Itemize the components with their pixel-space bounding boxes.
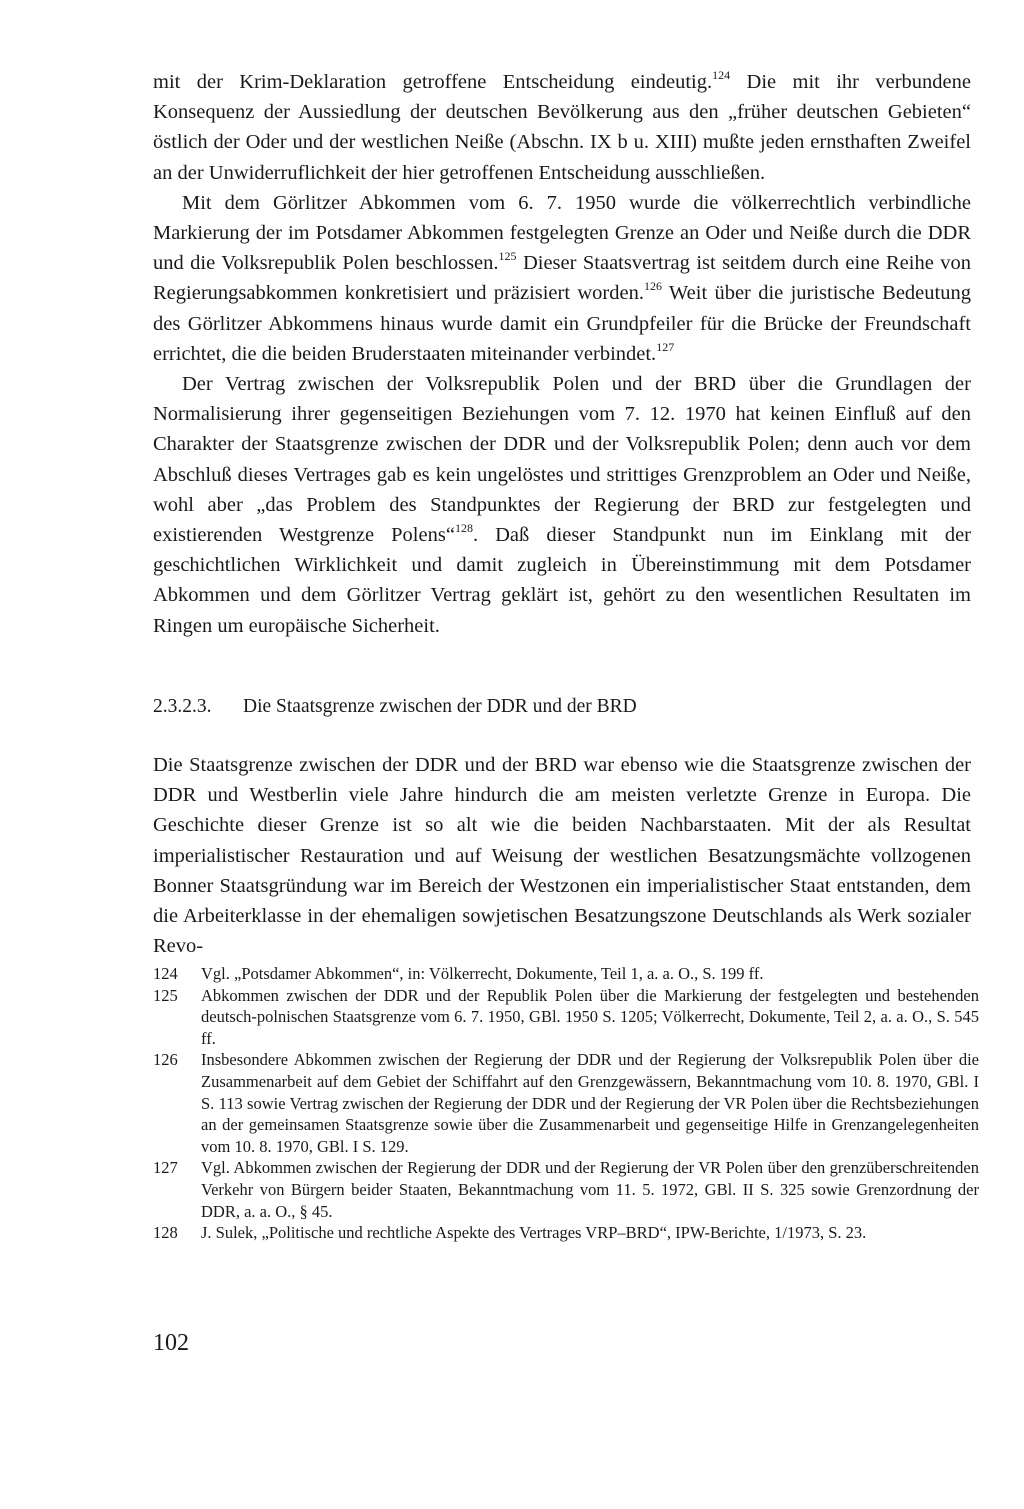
footnote-125: [153, 985, 979, 1050]
footnote-number: 125: [153, 985, 178, 1005]
footnotes: [153, 963, 979, 1244]
main-text-lower: [153, 750, 971, 961]
paragraph-1-text-b: Die mit ihr verbundene Konsequenz der Aussiedlung der deutschen Bevölkerung aus den „früher deutschen Gebieten“ östlich der Oder und der westlichen Neiße (Abschn. IX b u. XIII) mußte jeden ernsthaften Zweifel an der Unwiderruflichkeit der hier getroffenen Entscheidung ausschließen.: [153, 71, 971, 184]
footnote-126: [153, 1049, 979, 1157]
section-title: Die Staatsgrenze zwischen der DDR und der BRD: [243, 696, 637, 717]
main-text-upper: [153, 67, 971, 641]
footnote-text: J. Sulek, „Politische und rechtliche Aspekte des Vertrages VRP–BRD“, IPW-Berichte, 1/1973, S. 23.: [201, 1223, 867, 1243]
paragraph-1: [153, 67, 971, 188]
paragraph-2-text-c: Weit über die juristische Bedeutung des Görlitzer Abkommens hinaus wurde damit ein Grundpfeiler für die Brücke der Freundschaft errichtet, die die beiden Bruderstaaten miteinander verbindet.: [153, 282, 971, 365]
footnote-ref-125: 125: [498, 249, 517, 264]
footnote-ref-127: 127: [656, 339, 675, 354]
footnote-ref-126: 126: [643, 279, 662, 294]
paragraph-2: [153, 188, 971, 369]
paragraph-1-text-a: mit der Krim-Deklaration getroffene Entscheidung eindeutig.: [153, 71, 713, 93]
footnote-text: Vgl. Abkommen zwischen der Regierung der DDR und der Regierung der VR Polen über den grenzüberschreitenden Verkehr von Bürgern beider Staaten, Bekanntmachung vom 11. 5. 1972, GBl. II S. 325 sowie Grenzordnung der DDR, a. a. O., § 45.: [201, 1158, 979, 1221]
footnote-number: 126: [153, 1050, 178, 1070]
paragraph-3: [153, 369, 971, 641]
paragraph-3-text-a: Der Vertrag zwischen der Volksrepublik Polen und der BRD über die Grundlagen der Normalisierung ihrer gegenseitigen Beziehungen vom 7. 12. 1970 hat keinen Einfluß auf den Charakter der Staatsgrenze zwischen der DDR und der Volksrepublik Polen; denn auch vor dem Abschluß dieses Vertrages gab es kein ungelöstes und strittiges Grenzproblem an Oder und Neiße, wohl aber „das Problem des Standpunktes der Regierung der BRD zur festgelegten und existierenden Westgrenze Polens“: [153, 373, 971, 547]
footnote-124: [153, 963, 979, 985]
footnote-number: 124: [153, 964, 178, 983]
footnote-ref-128: 128: [454, 521, 473, 536]
paragraph-3-text-b: . Daß dieser Standpunkt nun im Einklang mit der geschichtlichen Wirklichkeit und damit zugleich in Übereinstimmung mit dem Potsdamer Abkommen und dem Görlitzer Vertrag geklärt ist, gehört zu den wesentlichen Resultaten im Ringen um europäische Sicherheit.: [153, 524, 971, 637]
paragraph-2-text-a: Mit dem Görlitzer Abkommen vom 6. 7. 1950 wurde die völkerrechtlich verbindliche Markierung der im Potsdamer Abkommen festgelegten Grenze an Oder und Neiße durch die DDR und die Volksrepublik Polen beschlossen.: [153, 191, 971, 275]
footnote-number: 128: [153, 1223, 178, 1243]
paragraph-2-text-b: Dieser Staatsvertrag ist seitdem durch eine Reihe von Regierungsabkommen konkretisiert und präzisiert worden.: [153, 252, 971, 305]
footnote-ref-124: 124: [712, 68, 731, 82]
footnote-128: [153, 1222, 979, 1244]
section-number: 2.3.2.3.: [153, 696, 212, 717]
footnote-127: [153, 1157, 979, 1222]
section-heading: [153, 694, 971, 720]
paragraph-4: Die Staatsgrenze zwischen der DDR und der BRD war ebenso wie die Staatsgrenze zwischen der DDR und Westberlin viele Jahre hindurch die am meisten verletzte Grenze in Europa. Die Geschichte dieser Grenze ist so alt wie die beiden Nachbarstaaten. Mit der als Resultat imperialistischer Restauration und auf Weisung der westlichen Besatzungsmächte vollzogenen Bonner Staatsgründung war im Bereich der Westzonen ein imperialistischer Staat entstanden, dem die Arbeiterklasse in der ehemaligen sowjetischen Besatzungszone Deutschlands als Werk sozialer Revo-: [153, 754, 971, 958]
footnote-text: Vgl. „Potsdamer Abkommen“, in: Völkerrecht, Dokumente, Teil 1, a. a. O., S. 199 ff.: [201, 964, 764, 983]
footnote-number: 127: [153, 1158, 178, 1178]
footnote-text: Abkommen zwischen der DDR und der Republik Polen über die Markierung der festgelegten und bestehenden deutsch-polnischen Staatsgrenze vom 6. 7. 1950, GBl. 1950 S. 1205; Völkerrecht, Dokumente, Teil 2, a. a. O., S. 545 ff.: [201, 985, 979, 1048]
page-number: 102: [153, 1330, 189, 1356]
footnote-text: Insbesondere Abkommen zwischen der Regierung der DDR und der Regierung der Volksrepublik Polen über die Zusammenarbeit auf dem Gebiet der Schiffahrt auf den Grenzgewässern, Bekanntmachung vom 10. 8. 1970, GBl. I S. 113 sowie Vertrag zwischen der Regierung der DDR und der Regierung der VR Polen über die Rechtsbeziehungen an der gemeinsamen Staatsgrenze sowie über die Zusammenarbeit und gegenseitige Hilfe in Grenzangelegenheiten vom 10. 8. 1970, GBl. I S. 129.: [201, 1050, 979, 1156]
